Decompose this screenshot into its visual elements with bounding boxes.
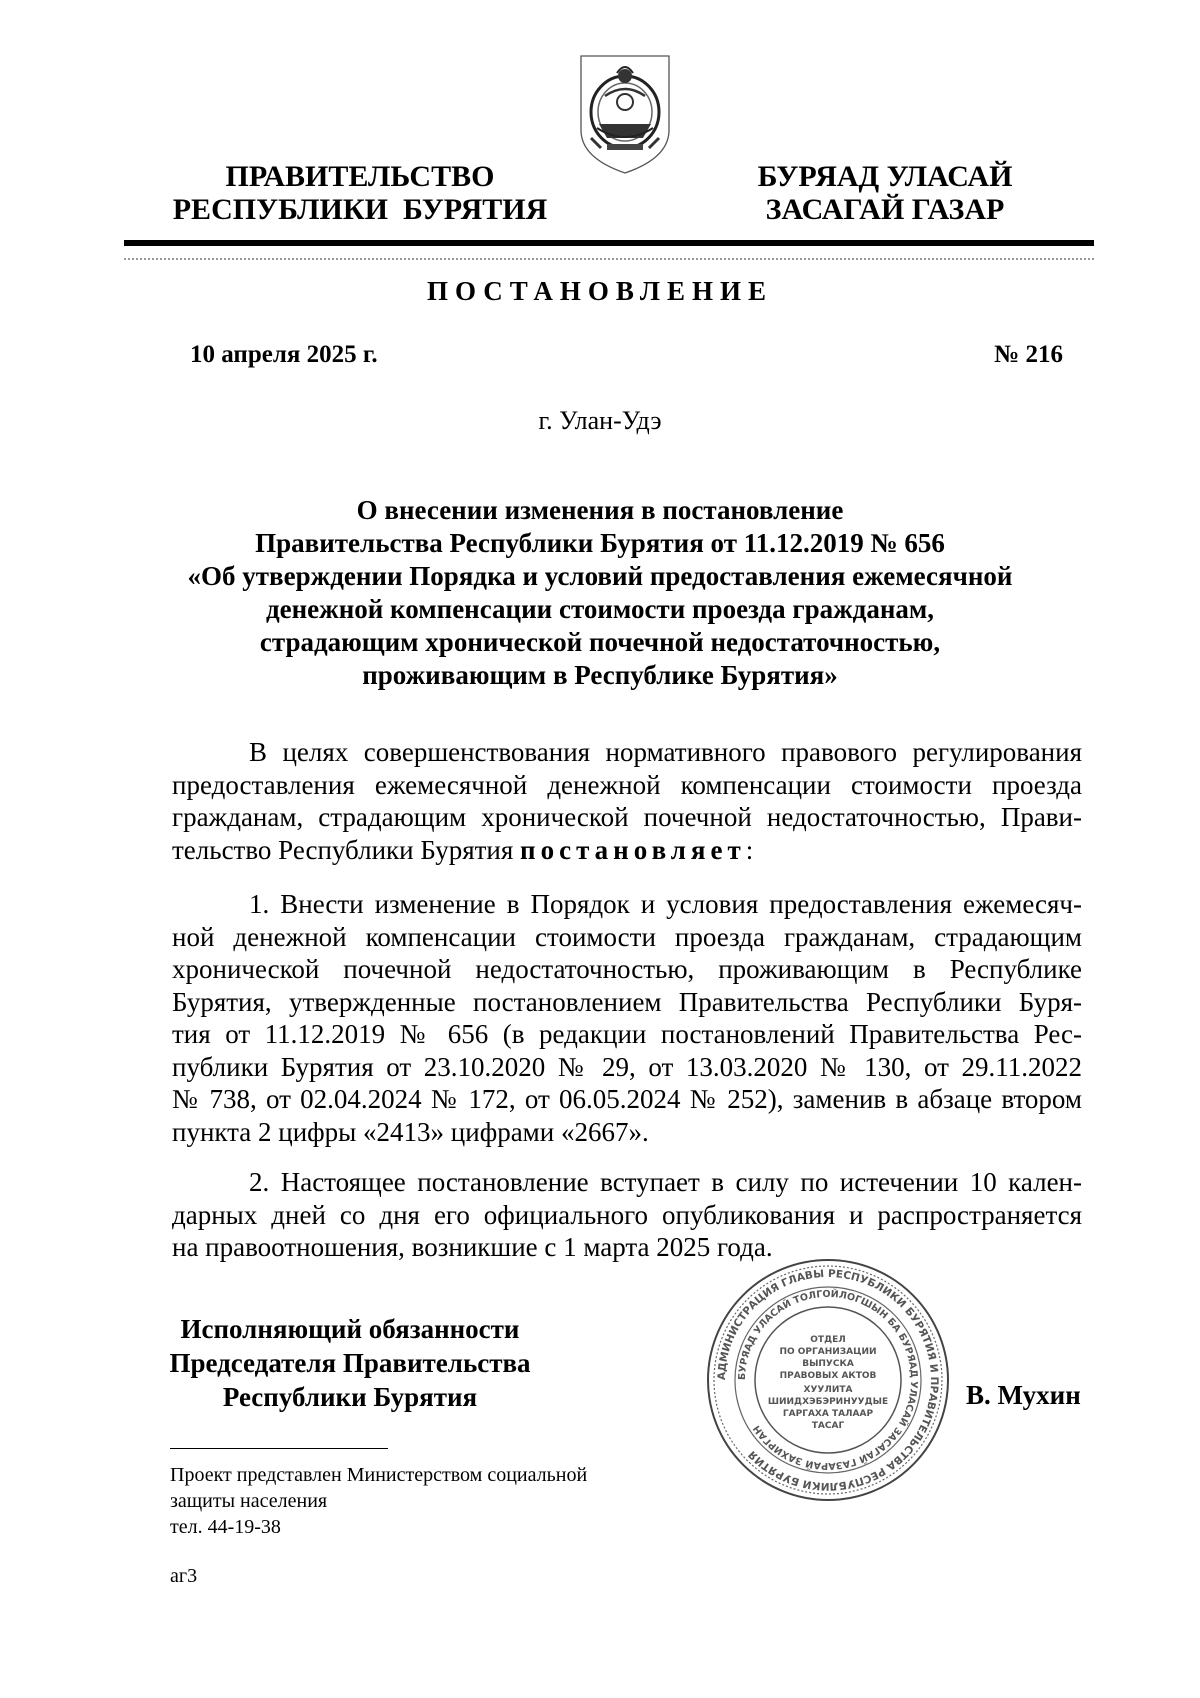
footer-note-line: защиты населения [170, 1490, 328, 1512]
text-line: В целях совершенствования нормативного правового регулирования [249, 737, 1082, 767]
document-date: 10 апреля 2025 г. [190, 341, 378, 368]
seal-center-text: ШИИДХЭБЭРИНУУДЫЕ [767, 1397, 889, 1407]
signatory-name: В. Мухин [966, 1380, 1081, 1410]
document-title [130, 494, 1070, 692]
text-line: тия от 11.12.2019 № 656 (в редакции постановлений Правительства Рес- [172, 1019, 1082, 1049]
text-line: гражданам, страдающим хронической почечной недостаточностью, Прави- [172, 802, 1082, 832]
signatory-position [150, 1312, 550, 1414]
signatory-position-line: Председателя Правительства [169, 1348, 531, 1378]
text-line: № 738, от 02.04.2024 № 172, от 06.05.2024 № 252), заменив в абзаце втором [172, 1084, 1082, 1114]
government-name-bur-line1: БУРЯАД УЛАСАЙ [757, 160, 1013, 193]
footer-note-line: Проект представлен Министерством социальной [170, 1464, 588, 1486]
text-line: ной денежной компенсации стоимости проезда гражданам, страдающим [172, 921, 1082, 952]
point-2-paragraph [172, 1166, 1082, 1264]
title-line: страдающим хронической почечной недостаточностью, [259, 627, 941, 657]
text-line: 2. Настоящее постановление вступает в силу по истечении 10 кален- [249, 1167, 1082, 1197]
text-line: 1. Внести изменение в Порядок и условия предоставления ежемесяч- [249, 889, 1082, 919]
header-divider-thin [124, 258, 1094, 260]
seal-center-text: ПРАВОВЫХ АКТОВ [779, 1371, 877, 1381]
government-name-ru-line2: РЕСПУБЛИКИ БУРЯТИЯ [172, 193, 548, 226]
seal-center-text: ВЫПУСКА [802, 1359, 854, 1369]
title-line: Правительства Республики Бурятия от 11.12.2019 № 656 [255, 528, 945, 558]
point-1-paragraph [172, 888, 1082, 1148]
title-line: денежной компенсации стоимости проезда гражданам, [265, 594, 935, 624]
seal-center-text: ХУУЛИТА [803, 1385, 853, 1395]
text-line: публики Бурятия от 23.10.2020 № 29, от 13.03.2020 № 130, от 29.11.2022 [172, 1051, 1082, 1082]
footer-divider [170, 1448, 388, 1449]
text-line: пункта 2 цифры «2413» цифрами «2667». [172, 1116, 649, 1147]
government-name-bur-line2: ЗАСАГАЙ ГАЗАР [765, 193, 1005, 226]
text-line: на правоотношения, возникшие с 1 марта 2025 года. [172, 1232, 773, 1262]
text-line: дарных дней со дня его официального опубликования и распространяется [172, 1199, 1082, 1230]
document-number: № 216 [994, 341, 1063, 368]
seal-outer-text: АДМИНИСТРАЦИЯ ГЛАВЫ РЕСПУБЛИКИ БУРЯТИЯ И ПРАВИТЕЛЬСТВА РЕСПУБЛИКИ БУРЯТИЯ [715, 1267, 941, 1493]
signatory-position-line: Республики Бурятия [222, 1382, 478, 1412]
government-name-bur [700, 160, 1070, 226]
text-line [172, 834, 1082, 867]
text-line: предоставления ежемесячной денежной компенсации стоимости проезда [172, 769, 1082, 800]
signatory-position-line: Исполняющий обязанности [180, 1314, 520, 1344]
preamble-last-text: тельство Республики Бурятия [172, 834, 521, 865]
text-line: Бурятия, утвержденные постановлением Правительства Республики Буря- [172, 986, 1082, 1017]
footer-note [170, 1462, 730, 1540]
seal-inner-text: БУРЯАД УЛАСАЙ ТОЛГОЙЛОГШЫН БА БУРЯАД УЛАСАЙ ЗАСАГАЙ ГАЗАРАЙ ЗАХИРГАН [736, 1288, 920, 1472]
title-line: «Об утверждении Порядка и условий предоставления ежемесячной [187, 561, 1013, 591]
seal-center-text: ТАСАГ [811, 1421, 845, 1431]
document-type: ПОСТАНОВЛЕНИЕ [426, 276, 774, 306]
preamble-colon: : [745, 834, 754, 865]
seal-center-text: ОТДЕЛ [810, 1335, 846, 1345]
document-city: г. Улан-Удэ [538, 406, 662, 435]
coat-of-arms-icon [577, 52, 673, 176]
seal-center-text: ГАРГАХА ТАЛААР [782, 1409, 874, 1419]
title-line: проживающим в Республике Бурятия» [362, 660, 838, 690]
government-name-ru [160, 160, 560, 226]
footer-note-line: тел. 44-19-38 [170, 1516, 281, 1538]
header-divider-thick [124, 240, 1094, 246]
preamble-paragraph [172, 736, 1082, 866]
seal-center-text: ПО ОРГАНИЗАЦИИ [779, 1347, 877, 1357]
title-line: О внесении изменения в постановление [356, 495, 844, 525]
document-code: аг3 [170, 1565, 198, 1587]
resolution-keyword: постановляет [520, 834, 746, 865]
government-name-ru-line1: ПРАВИТЕЛЬСТВО [225, 160, 495, 193]
text-line: хронической почечной недостаточностью, проживающим в Республике [172, 954, 1082, 984]
official-seal-icon [703, 1255, 953, 1505]
